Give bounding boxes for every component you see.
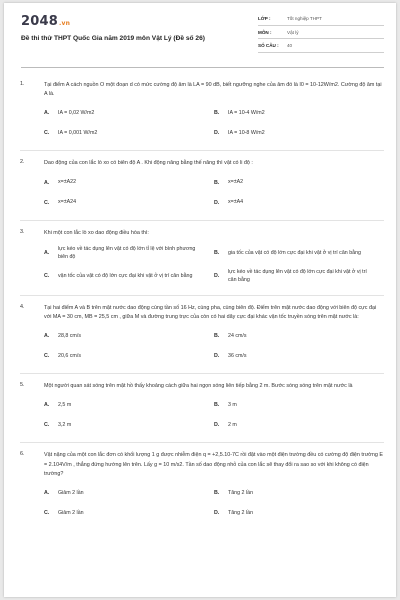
- option-letter: C.: [44, 130, 50, 137]
- option-text: 36 cm/s: [228, 352, 247, 359]
- question-number: 2.: [20, 159, 25, 166]
- answer-option[interactable]: [44, 268, 214, 285]
- question-text: Dao động của con lắc lò xo có biên độ A . Khi động năng bằng thế năng thì vật có li độ :: [44, 160, 253, 167]
- answer-option[interactable]: [44, 418, 214, 432]
- answer-options: [44, 398, 384, 438]
- option-letter: D.: [214, 199, 220, 206]
- answer-options: [44, 176, 384, 216]
- option-text: 20,6 cm/s: [58, 352, 81, 359]
- option-letter: B.: [214, 490, 220, 497]
- option-letter: A.: [44, 110, 50, 117]
- option-text: Giảm 2 lần: [58, 509, 84, 516]
- option-letter: D.: [214, 510, 220, 517]
- answer-option[interactable]: [214, 329, 384, 343]
- option-letter: B.: [214, 402, 220, 409]
- meta-row-count: [258, 40, 384, 53]
- option-text: x=±A4: [228, 199, 244, 206]
- option-letter: A.: [44, 333, 50, 340]
- option-letter: C.: [44, 273, 50, 280]
- answer-option[interactable]: [214, 268, 384, 285]
- answer-option[interactable]: [214, 176, 384, 190]
- question-text: Tại hai điểm A và B trên mặt nước dao động cùng tần số 16 Hz, cùng pha, cùng biên độ. Điểm trên mặt nước dao động với biên độ cực đại với MA = 30 cm, MB = 25,5 cm , giữa M và đường trung trực của còn có hai dãy cực đại khác vận tốc truyền sóng trên mặt nước là:: [44, 304, 377, 321]
- option-text: x=±A24: [58, 199, 77, 206]
- option-letter: A.: [44, 179, 50, 186]
- logo-text: 2048: [21, 14, 58, 29]
- question-1: [4, 81, 396, 146]
- option-letter: C.: [44, 422, 50, 429]
- option-text: x=±A2: [228, 179, 244, 186]
- option-letter: D.: [214, 353, 220, 360]
- answer-option[interactable]: [214, 486, 384, 500]
- question-text: Tại điểm A cách nguồn O một đoạn d có mức cường độ âm là LA = 90 dB, biết ngưỡng nghe của âm đó là I0 = 10-12W/m2. Cường độ âm tại A là.: [44, 82, 382, 98]
- meta-key: LỚP :: [258, 16, 271, 21]
- option-letter: A.: [44, 490, 50, 497]
- option-letter: A.: [44, 402, 50, 409]
- option-letter: C.: [44, 353, 50, 360]
- meta-row-subject: [258, 27, 384, 40]
- question-3: [4, 229, 396, 291]
- answer-option[interactable]: [44, 126, 214, 140]
- answer-option[interactable]: [214, 418, 384, 432]
- meta-value: Tốt nghiệp THPT: [287, 16, 322, 21]
- exam-title: Đề thi thử THPT Quốc Gia năm 2019 môn Vật Lý (Đề số 26): [21, 35, 205, 42]
- question-separator: [20, 220, 384, 221]
- option-letter: C.: [44, 510, 50, 517]
- option-text: Giảm 2 lần: [58, 489, 84, 496]
- option-text: IA = 10-8 W/m2: [228, 130, 265, 137]
- meta-key: SỐ CÂU :: [258, 43, 279, 48]
- document-header: [4, 3, 396, 65]
- answer-option[interactable]: [44, 486, 214, 500]
- option-letter: B.: [214, 250, 220, 257]
- option-letter: A.: [44, 250, 50, 257]
- option-text: 28,8 cm/s: [58, 332, 81, 339]
- site-logo[interactable]: [21, 14, 70, 29]
- answer-option[interactable]: [44, 245, 214, 262]
- answer-options: [44, 245, 384, 291]
- option-text: 3,2 m: [58, 422, 72, 429]
- answer-option[interactable]: [44, 196, 214, 210]
- answer-option[interactable]: [214, 349, 384, 363]
- question-2: [4, 159, 396, 215]
- question-separator: [20, 373, 384, 374]
- answer-option[interactable]: [44, 506, 214, 520]
- meta-value: 40: [287, 43, 293, 48]
- answer-option[interactable]: [214, 126, 384, 140]
- option-text: vận tốc của vật có độ lớn cực đại khi vật ở vị trí cân bằng: [58, 273, 193, 280]
- option-text: lực kéo về tác dụng lên vật có độ lớn cực đại khi vật ở vị trí cân bằng: [228, 268, 367, 284]
- answer-options: [44, 486, 384, 526]
- question-list: [4, 81, 396, 526]
- answer-option[interactable]: [214, 245, 384, 262]
- answer-option[interactable]: [214, 106, 384, 120]
- meta-value: Vật lý: [287, 29, 299, 35]
- question-5: [4, 382, 396, 438]
- question-separator: [20, 150, 384, 151]
- option-text: 2 m: [228, 422, 237, 429]
- answer-option[interactable]: [214, 196, 384, 210]
- answer-option[interactable]: [44, 329, 214, 343]
- question-text: Một người quan sát sóng trên mặt hồ thấy khoảng cách giữa hai ngọn sóng liên tiếp bằng 2 m. Bước sóng sóng trên mặt nước là: [44, 383, 353, 390]
- option-text: IA = 10-4 W/m2: [228, 110, 265, 117]
- answer-option[interactable]: [44, 176, 214, 190]
- option-letter: D.: [214, 273, 220, 280]
- option-letter: D.: [214, 130, 220, 137]
- answer-option[interactable]: [44, 398, 214, 412]
- option-text: x=±A22: [58, 179, 77, 186]
- option-letter: D.: [214, 422, 220, 429]
- question-separator: [20, 442, 384, 443]
- option-text: 24 cm/s: [228, 332, 247, 339]
- document-page: [4, 3, 396, 597]
- option-text: IA = 0,001 W/m2: [58, 130, 98, 137]
- question-4: [4, 304, 396, 369]
- question-separator: [20, 295, 384, 296]
- question-number: 4.: [20, 303, 25, 310]
- exam-meta: [258, 13, 384, 54]
- option-text: Tăng 2 lần: [228, 489, 254, 496]
- option-letter: C.: [44, 199, 50, 206]
- option-text: IA = 0,02 W/m2: [58, 110, 95, 117]
- option-text: Tăng 2 lần: [228, 509, 254, 516]
- option-text: 2,5 m: [58, 402, 72, 409]
- answer-option[interactable]: [44, 349, 214, 363]
- option-letter: B.: [214, 110, 220, 117]
- option-letter: B.: [214, 179, 220, 186]
- option-text: lực kéo về tác dụng lên vật có độ lớn tỉ lệ với bình phương biên độ: [58, 245, 196, 261]
- logo-suffix: .vn: [58, 20, 71, 27]
- meta-row-class: [258, 13, 384, 26]
- answer-options: [44, 329, 384, 369]
- answer-options: [44, 106, 384, 146]
- option-text: gia tốc của vật có độ lớn cực đại khi vật ở vị trí cân bằng: [228, 250, 361, 257]
- question-number: 3.: [20, 228, 25, 235]
- question-number: 5.: [20, 382, 25, 389]
- header-divider: [21, 67, 384, 68]
- answer-option[interactable]: [214, 506, 384, 520]
- question-text: Vật nặng của một con lắc đơn có khối lượng 1 g được nhiễm điện q = +2,5.10-7C rồi đặt vào một điện trường đều có cường độ điện trường E = 2.104V/m , thẳng đứng hướng lên trên. Lấy g = 10 m/s2. Tần số dao động nhỏ của con lắc sẽ thay đổi ra sao so với khi không có điện trường?: [44, 452, 383, 477]
- question-number: 1.: [20, 81, 25, 87]
- question-6: [4, 451, 396, 526]
- question-number: 6.: [20, 451, 25, 458]
- option-letter: B.: [214, 333, 220, 340]
- answer-option[interactable]: [214, 398, 384, 412]
- answer-option[interactable]: [44, 106, 214, 120]
- option-text: 3 m: [228, 402, 237, 409]
- meta-key: MÔN :: [258, 29, 272, 35]
- question-text: Khi một con lắc lò xo dao động điều hòa thì:: [44, 229, 149, 236]
